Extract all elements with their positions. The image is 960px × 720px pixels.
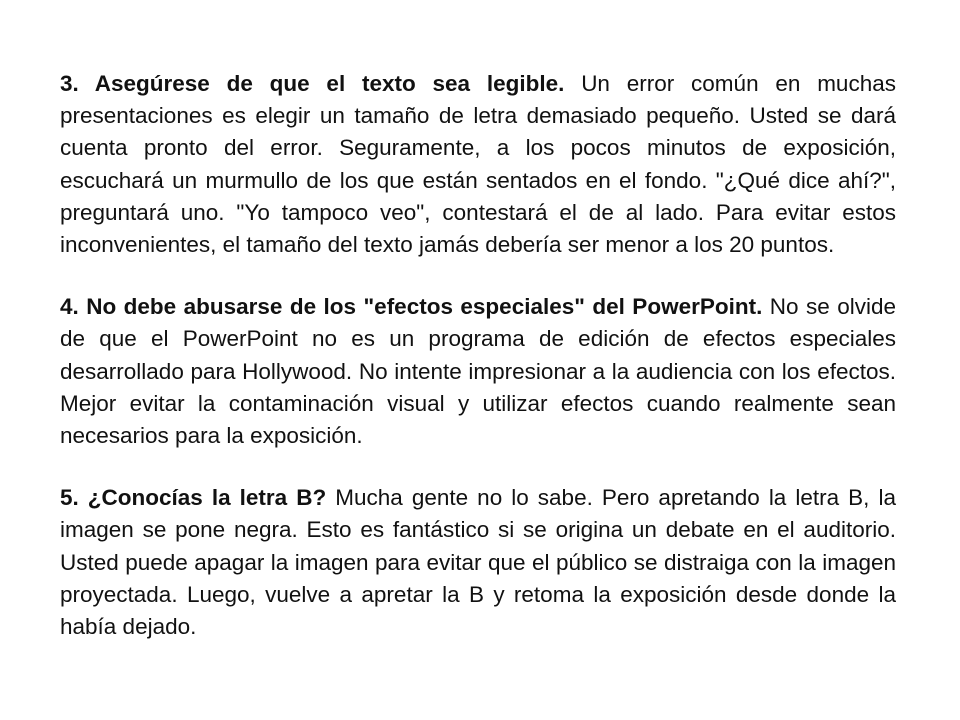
tip-heading-3: 3. Asegúrese de que el texto sea legible. — [60, 71, 565, 96]
tip-body-3: Un error común en muchas presentaciones es elegir un tamaño de letra demasiado pequeño. Usted se dará cuenta pronto del error. Seguramente, a los pocos minutos de exposición, escuchará un murmullo de los que están sentados en el fondo. "¿Qué dice ahí?", preguntará uno. "Yo tampoco veo", contestará el de al lado. Para evitar estos inconvenientes, el tamaño del texto jamás debería ser menor a los 20 puntos. — [60, 71, 896, 258]
slide-content — [60, 68, 896, 688]
tip-paragraph-4 — [60, 291, 896, 452]
tip-body-4: No se olvide de que el PowerPoint no es un programa de edición de efectos especiales desarrollado para Hollywood. No intente impresionar a la audiencia con los efectos. Mejor evitar la contaminación visual y utilizar efectos cuando realmente sean necesarios para la exposición. — [60, 294, 896, 449]
tip-paragraph-5 — [60, 482, 896, 643]
tip-body-5: Mucha gente no lo sabe. Pero apretando la letra B, la imagen se pone negra. Esto es fantástico si se origina un debate en el auditorio. Usted puede apagar la imagen para evitar que el público se distraiga con la imagen proyectada. Luego, vuelve a apretar la B y retoma la exposición desde donde la había dejado. — [60, 485, 896, 640]
tip-paragraph-3 — [60, 68, 896, 261]
tip-heading-5: 5. ¿Conocías la letra B? — [60, 485, 327, 511]
tip-heading-4: 4. No debe abusarse de los "efectos especiales" del PowerPoint. — [60, 294, 763, 320]
